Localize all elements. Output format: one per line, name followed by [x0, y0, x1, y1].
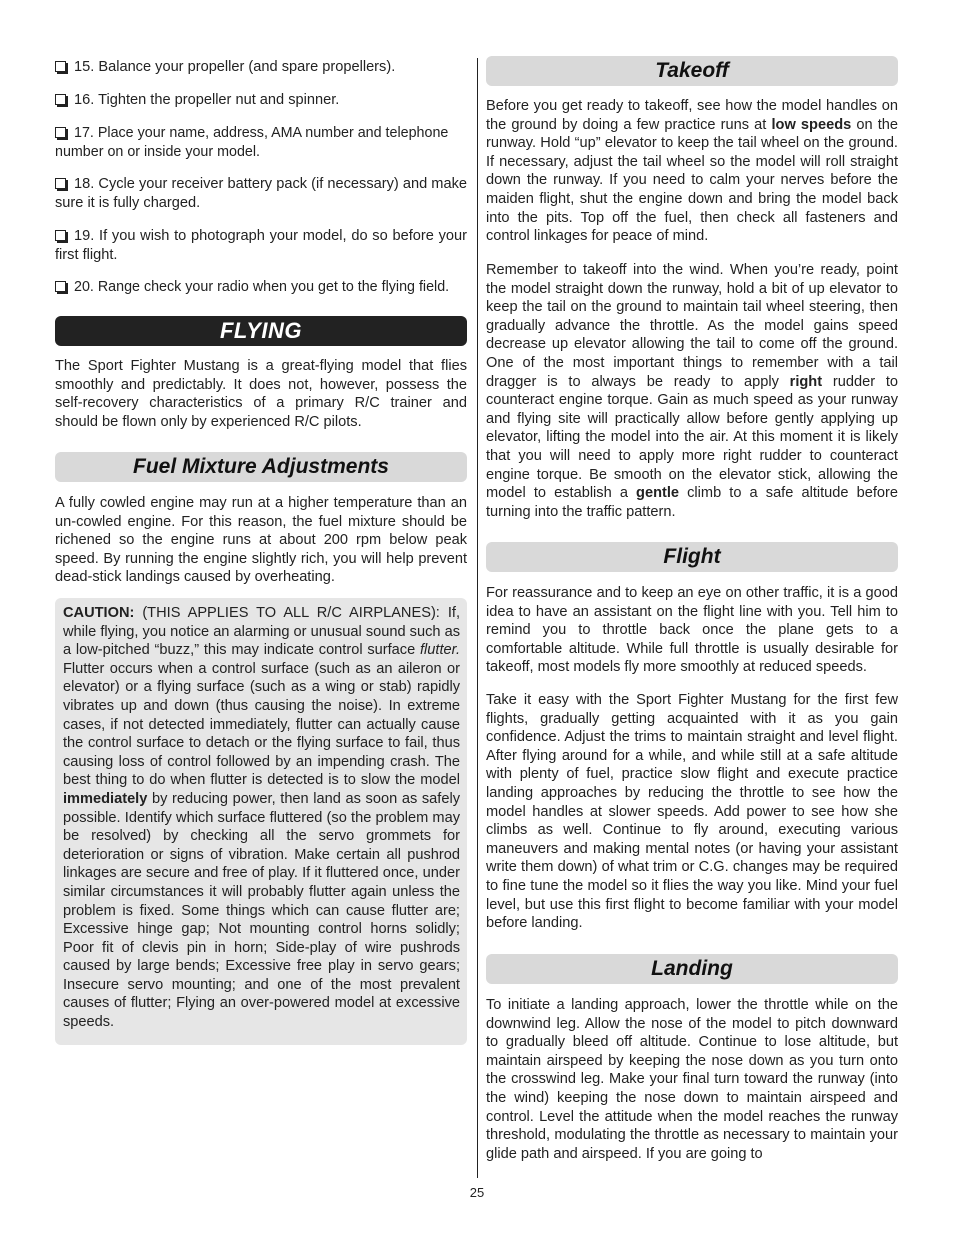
flight-paragraph-1: For reassurance and to keep an eye on other traffic, it is a good idea to have an assistant on the flight line with you. Tell him to remind you to throttle back once the plane gets to a comfortable altitude. While full throttle is usually desirable for takeoff, most models fly more smoothly at reduced speeds. — [486, 585, 898, 676]
caution-box — [55, 598, 467, 1045]
flying-intro: The Sport Fighter Mustang is a great-flying model that flies smoothly and predictably. It does not, however, possess the self-recovery characteristics of a primary R/C trainer and should be flown only by experienced R/C pilots. — [55, 358, 467, 430]
flight-paragraph-2: Take it easy with the Sport Fighter Mustang for the first few flights, gradually getting acquainted with it as you gain confidence. Adjust the trims to maintain straight and level flight. After flying around for a while, and while still at a safe altitude with plenty of fuel, practice slow flight and execute practice landing approaches by reducing the throttle to see how the model handles at slower speeds. Add power to see how she climbs as well. Continue to fly around, executing various maneuvers and making mental notes (or having your assistant write them down) of what trim or C.G. changes may be required to fine tune the model so it flies the way you like. Mind your fuel level, but use this first flight to become familiar with your model before landing. — [486, 692, 898, 932]
page-number: 25 — [469, 1185, 485, 1200]
checkbox-icon[interactable] — [55, 178, 66, 189]
checklist-item-16: 16. Tighten the propeller nut and spinner. — [55, 91, 467, 110]
checklist-item-18: 18. Cycle your receiver battery pack (if necessary) and make sure it is fully charged. — [55, 176, 467, 211]
checkbox-icon[interactable] — [55, 127, 66, 138]
column-divider — [477, 58, 478, 1178]
landing-heading: Landing — [486, 954, 898, 984]
takeoff-paragraph-1: Before you get ready to takeoff, see how the model handles on the ground by doing a few practice runs at low speeds on the runway. Hold “up” elevator to keep the tail wheel on the ground. If necessary, adjust the tail wheel so the model will roll straight down the runway. If you need to calm your nerves before the maiden flight, shut the engine down and bring the model back into the pits. Top off the fuel, then check all fasteners and control linkages for peace of mind. — [486, 98, 899, 245]
checklist-item-15: 15. Balance your propeller (and spare propellers). — [55, 58, 475, 77]
checkbox-icon[interactable] — [55, 94, 66, 105]
checklist-item-20: 20. Range check your radio when you get to the flying field. — [55, 278, 475, 297]
landing-paragraph-1: To initiate a landing approach, lower the throttle while on the downwind leg. Allow the nose of the model to pitch downward to gradually bleed off altitude. Continue to lose altitude, but maintain airspeed by keeping the nose down as you turn onto the crosswind leg. Make your final turn toward the runway (into the wind) keeping the nose down to maintain airspeed and control. Level the attitude when the model reaches the runway threshold, modulating the throttle as necessary to maintain your glide path and airspeed. If you are going to — [486, 997, 898, 1162]
fuel-mixture-heading: Fuel Mixture Adjustments — [55, 452, 467, 482]
flying-heading: FLYING — [55, 316, 467, 346]
caution-text: CAUTION: (THIS APPLIES TO ALL R/C AIRPLANES): If, while flying, you notice an alarming or unusual sound such as a low-pitched “buzz,” this may indicate control surface flutter. Flutter occurs when a control surface (such as an aileron or elevator) or a flying surface (such as a wing or stab) rapidly vibrates up and down (thus causing the noise). In extreme cases, if not detected immediately, flutter can actually cause the control surface to detach or the flying surface to fail, thus causing loss of control followed by an impending crash. The best thing to do when flutter is detected is to slow the model immediately by reducing power, then land as soon as safely possible. Identify which surface fluttered (so the problem may be resolved) by checking all the servo grommets for deterioration or signs of vibration. Make certain all pushrod linkages are secure and free of play. If it fluttered once, under similar circumstances it will probably flutter again unless the problem is fixed. Some things which can cause flutter are; Excessive hinge gap; Not mounting control horns solidly; Poor fit of clevis pin in horn; Side-play of wire pushrods caused by large bends; Excessive free play in servo gears; Insecure servo mounting; and one of the most prevalent causes of flutter; Flying an over-powered model at excessive speeds. — [63, 605, 460, 1031]
checkbox-icon[interactable] — [55, 61, 66, 72]
caution-label: CAUTION: — [63, 605, 135, 621]
checkbox-icon[interactable] — [55, 230, 66, 241]
flight-heading: Flight — [486, 542, 898, 572]
checkbox-icon[interactable] — [55, 281, 66, 292]
fuel-mixture-text: A fully cowled engine may run at a higher temperature than an un-cowled engine. For this reason, the fuel mixture should be richened so the engine runs at about 200 rpm below peak speed. By running the engine slightly rich, you will help prevent dead-stick landings caused by overheating. — [55, 495, 467, 586]
checklist-item-19: 19. If you wish to photograph your model, do so before your first flight. — [55, 228, 467, 263]
checklist-item-17: 17. Place your name, address, AMA number and telephone number on or inside your model. — [55, 125, 449, 160]
takeoff-paragraph-2: Remember to takeoff into the wind. When you’re ready, point the model straight down the runway, hold a bit of up elevator to keep the tail on the ground to maintain tail wheel steering, then gradually advance the throttle. As the model gains speed decrease up elevator allowing the tail to come off the ground. One of the most important things to remember with a tail dragger is to always be ready to apply right rudder to counteract engine torque. Gain as much speed as your runway and flying site will practically allow before gently applying up elevator, lifting the model into the air. At this moment it is likely that you will need to apply more right rudder to counteract engine torque. Be smooth on the elevator stick, allowing the model to establish a gentle climb to a safe altitude before turning into the traffic pattern. — [486, 262, 899, 520]
takeoff-heading: Takeoff — [486, 56, 898, 86]
